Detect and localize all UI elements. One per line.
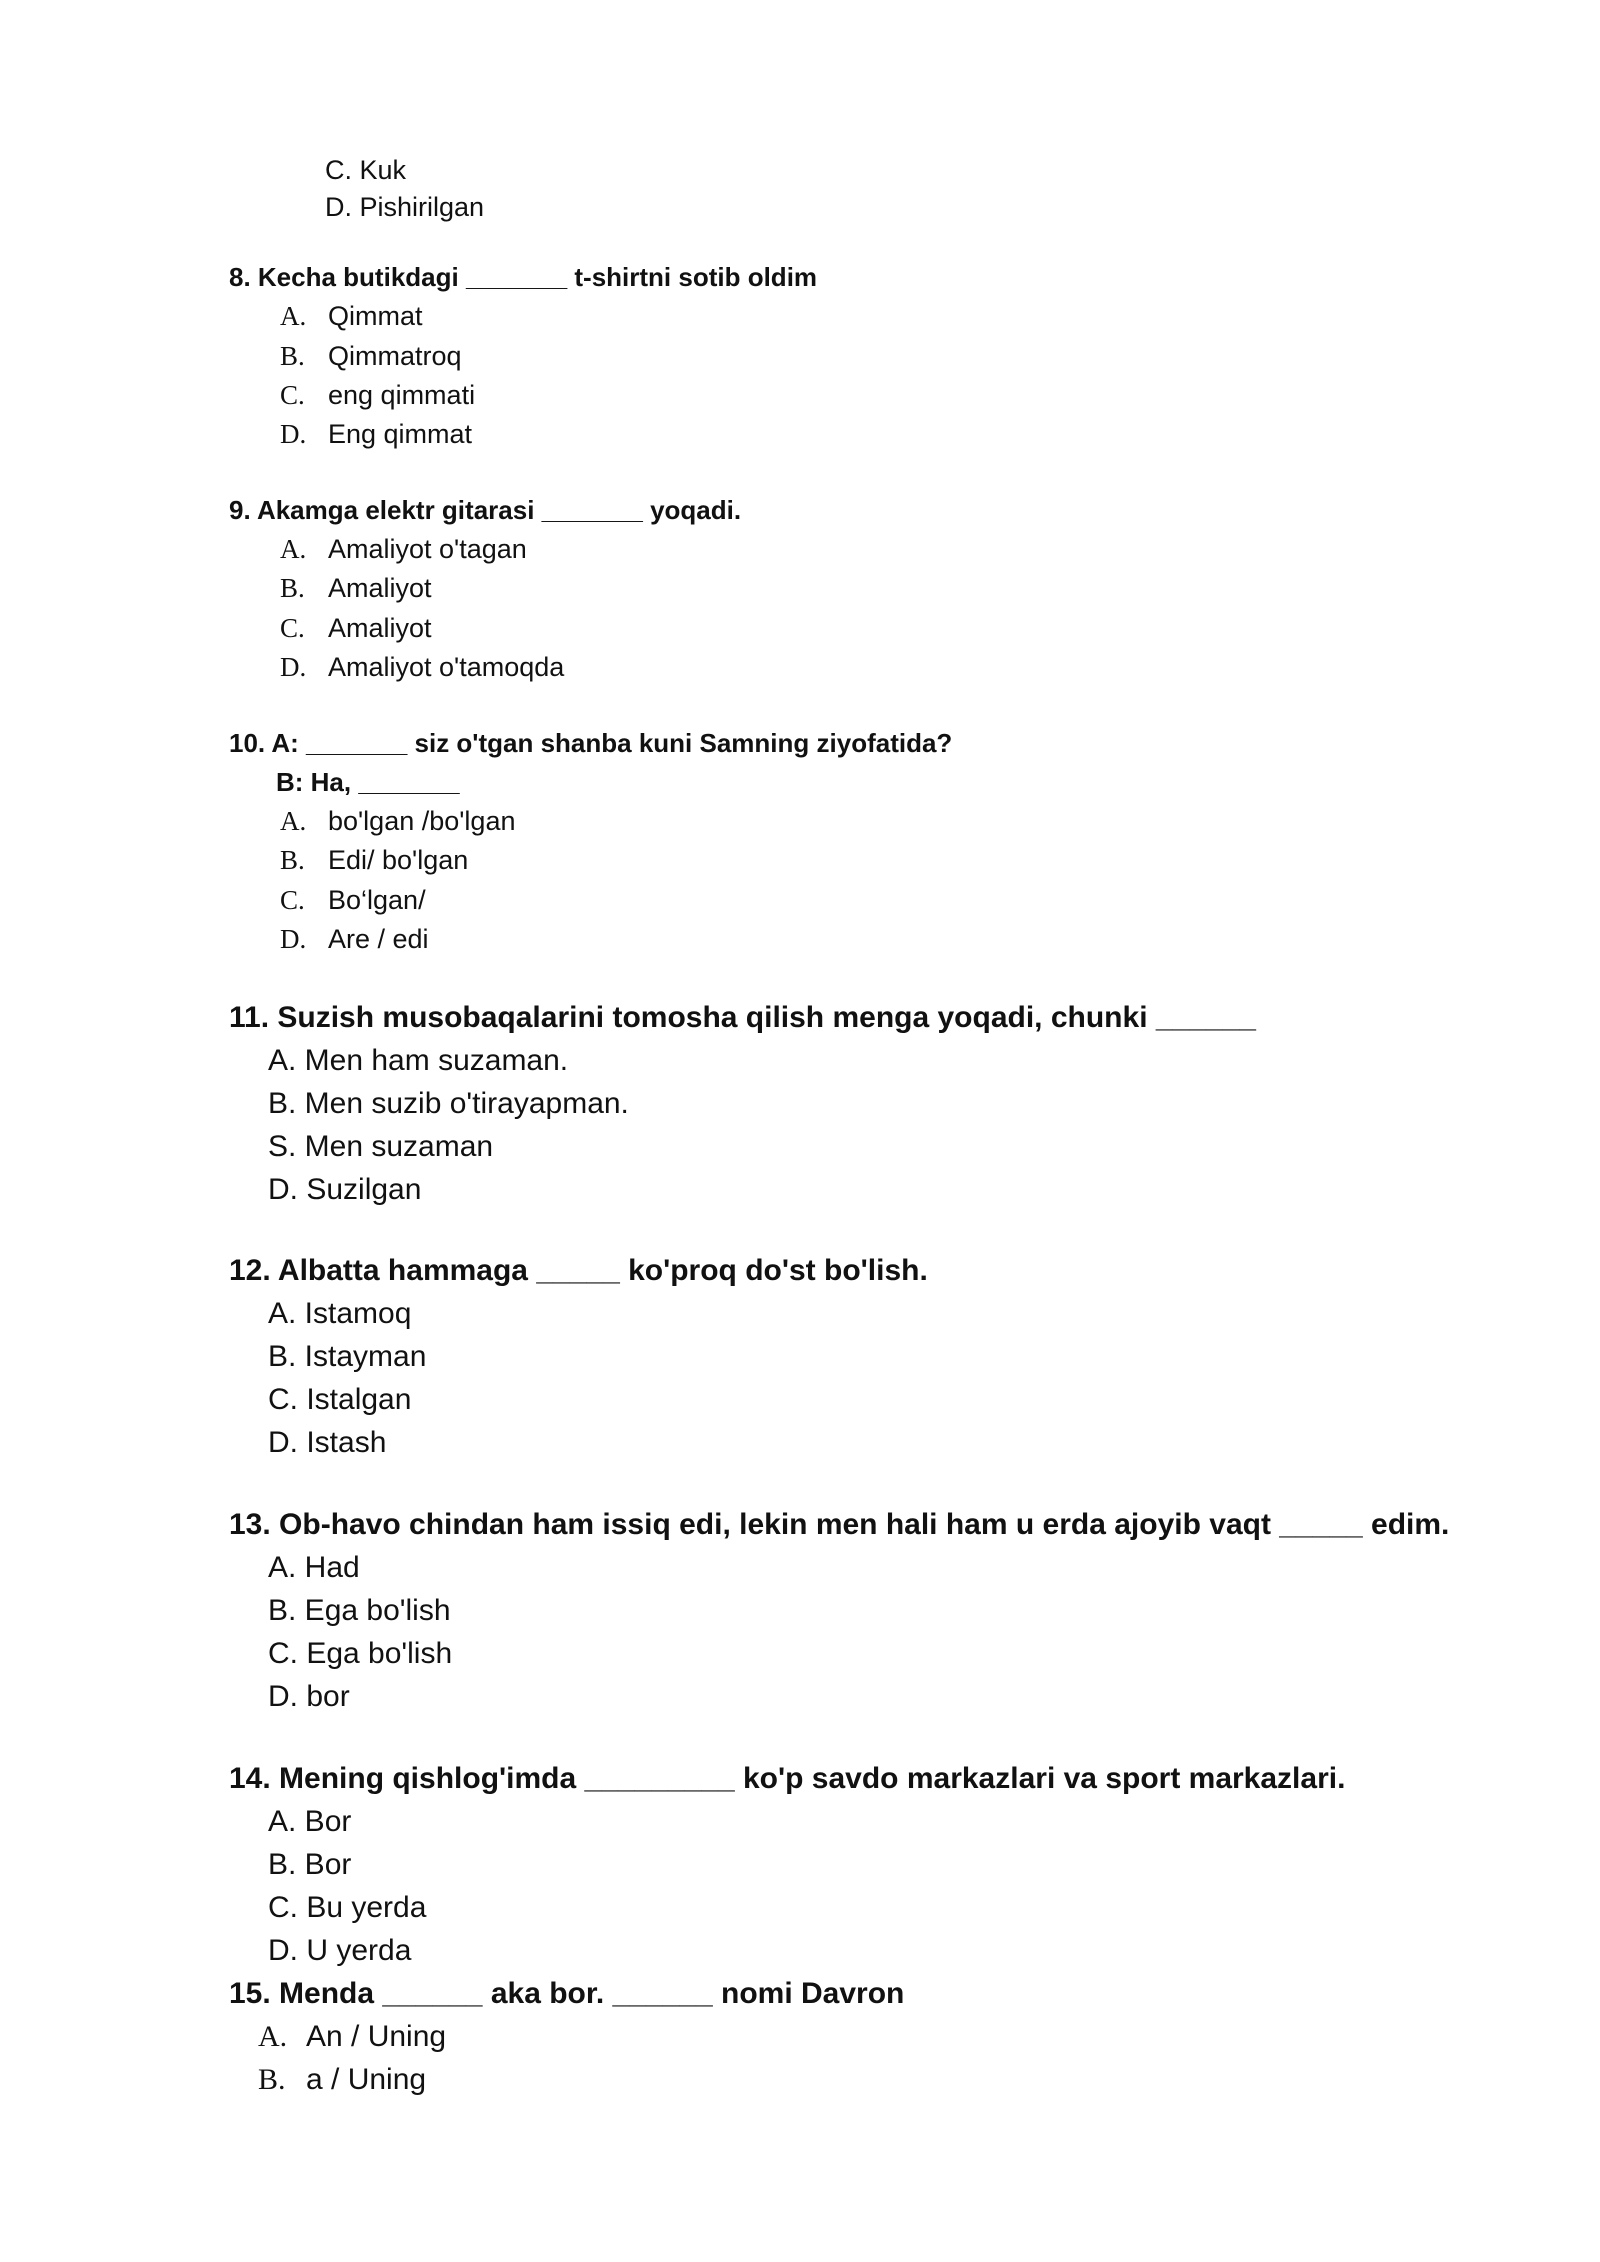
option-text: eng qimmati	[328, 380, 476, 410]
option-text: C. Istalgan	[268, 1383, 412, 1416]
option-item	[258, 2065, 426, 2095]
option-text: Eng qimmat	[328, 419, 473, 449]
option-item	[280, 654, 564, 681]
option-text: Edi/ bo'lgan	[328, 845, 469, 875]
option-letter: D.	[280, 419, 307, 449]
option-text: Are / edi	[328, 924, 429, 954]
question-stem: 8. Kecha butikdagi _______ t-shirtni sotib oldim	[229, 262, 818, 292]
option-letter: B.	[258, 2063, 286, 2096]
option-item	[280, 382, 475, 409]
option-text: Amaliyot o'tamoqda	[328, 652, 565, 682]
option-letter: A.	[280, 806, 307, 836]
option-item	[258, 2022, 446, 2052]
option-letter: A.	[280, 301, 307, 331]
option-text: C. Kuk	[325, 155, 407, 185]
option-letter: B.	[280, 573, 305, 603]
option-text: D. bor	[268, 1680, 350, 1713]
option-text: B. Bor	[268, 1848, 352, 1881]
option-text: B. Ega bo'lish	[268, 1594, 451, 1627]
option-letter: C.	[280, 613, 305, 643]
question-stem: 11. Suzish musobaqalarini tomosha qilish menga yoqadi, chunki ______	[229, 1001, 1256, 1034]
question-sub-stem: B: Ha, _______	[276, 767, 460, 797]
option-letter: A.	[258, 2020, 288, 2053]
option-text: C. Bu yerda	[268, 1891, 427, 1924]
option-item	[280, 575, 432, 602]
option-item	[280, 926, 429, 953]
question-stem: 9. Akamga elektr gitarasi _______ yoqadi.	[229, 495, 742, 525]
option-text: D. Istash	[268, 1426, 387, 1459]
question-stem: 12. Albatta hammaga _____ ko'proq do'st bo'lish.	[229, 1254, 928, 1287]
option-text: D. U yerda	[268, 1934, 412, 1967]
option-text: S. Men suzaman	[268, 1130, 494, 1163]
question-stem: 15. Menda ______ aka bor. ______ nomi Davron	[229, 1977, 905, 2010]
option-text: A. Men ham suzaman.	[268, 1044, 569, 1077]
question-stem: 10. A: _______ siz o'tgan shanba kuni Samning ziyofatida?	[229, 728, 953, 758]
option-letter: B.	[280, 341, 305, 371]
question-stem: 13. Ob-havo chindan ham issiq edi, lekin men hali ham u erda ajoyib vaqt _____ edim.	[229, 1508, 1450, 1541]
option-letter: C.	[280, 380, 305, 410]
option-text: Amaliyot	[328, 613, 432, 643]
option-text: B. Men suzib o'tirayapman.	[268, 1087, 629, 1120]
option-text: D. Suzilgan	[268, 1173, 422, 1206]
option-item	[280, 303, 423, 330]
question-stem: 14. Mening qishlog'imda _________ ko'p savdo markazlari va sport markazlari.	[229, 1762, 1346, 1795]
option-letter: A.	[280, 534, 307, 564]
option-letter: B.	[280, 845, 305, 875]
option-letter: C.	[280, 885, 305, 915]
option-text: Amaliyot o'tagan	[328, 534, 527, 564]
option-letter: D.	[280, 924, 307, 954]
option-text: Bo‘lgan/	[328, 885, 426, 915]
option-item	[280, 847, 468, 874]
option-text: A. Bor	[268, 1805, 352, 1838]
option-item	[280, 536, 527, 563]
option-text: A. Had	[268, 1551, 360, 1584]
option-text: Amaliyot	[328, 573, 432, 603]
option-letter: D.	[280, 652, 307, 682]
option-text: D. Pishirilgan	[325, 192, 485, 222]
option-text: bo'lgan /bo'lgan	[328, 806, 516, 836]
option-text: C. Ega bo'lish	[268, 1637, 453, 1670]
option-text: Qimmatroq	[328, 341, 462, 371]
option-text: An / Uning	[306, 2020, 447, 2053]
option-text: A. Istamoq	[268, 1297, 412, 1330]
option-text: B. Istayman	[268, 1340, 427, 1373]
option-item	[280, 887, 426, 914]
option-text: a / Uning	[306, 2063, 427, 2096]
option-item	[280, 615, 432, 642]
option-item	[280, 421, 472, 448]
option-item	[280, 808, 515, 835]
option-text: Qimmat	[328, 301, 423, 331]
option-item	[280, 343, 462, 370]
